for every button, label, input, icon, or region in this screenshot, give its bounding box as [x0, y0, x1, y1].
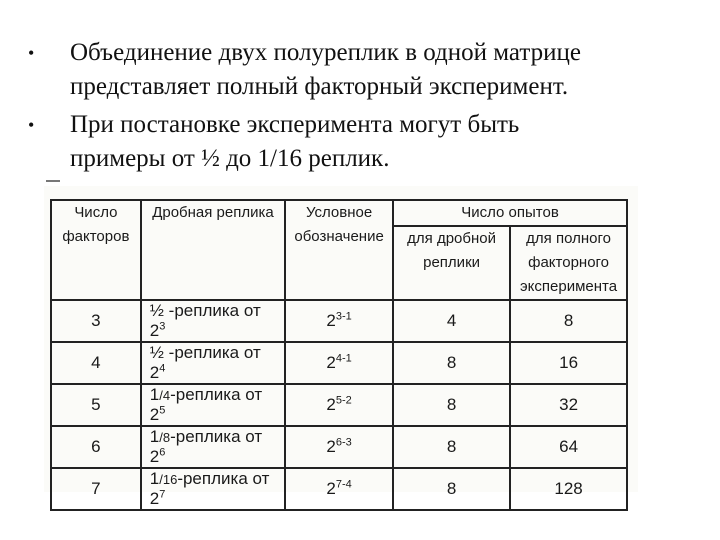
- fraction-numerator: 1: [149, 385, 160, 404]
- cell-notation: [285, 426, 393, 468]
- table-row: [51, 384, 627, 426]
- bullet-line: Объединение двух полуреплик в одной матрице: [70, 39, 581, 66]
- cell-notation: [285, 300, 393, 342]
- scan-mark: [46, 180, 60, 182]
- replica-table: [50, 199, 628, 511]
- notation-exponent: 7-4: [335, 478, 352, 491]
- fraction-denominator: /4: [159, 388, 171, 403]
- notation-exponent: 4-1: [335, 352, 352, 365]
- fraction-numerator: ½: [149, 343, 164, 362]
- cell-notation: [285, 468, 393, 510]
- fraction-denominator: /16: [159, 472, 178, 487]
- replica-text: -реплика от 2: [149, 427, 263, 466]
- table-row: [51, 342, 627, 384]
- replica-text: -реплика от 2: [149, 385, 263, 424]
- table-row: [51, 300, 627, 342]
- notation-exponent: 3-1: [335, 310, 352, 323]
- fraction-denominator: /8: [159, 430, 171, 445]
- replica-text: -реплика от 2: [149, 301, 261, 340]
- table-header-row: [51, 200, 627, 226]
- bullet-item: [26, 36, 686, 104]
- notation-base: 2: [326, 353, 336, 372]
- cell-factors: 4: [51, 342, 141, 384]
- header-trials: Число опытов: [393, 200, 627, 226]
- bullet-dot-icon: •: [28, 115, 35, 135]
- cell-replica: [141, 468, 285, 510]
- cell-notation: [285, 342, 393, 384]
- cell-factors: 3: [51, 300, 141, 342]
- header-full-trials: для полного факторного эксперимента: [510, 226, 627, 300]
- fraction-numerator: 1: [149, 427, 160, 446]
- cell-full-trials: 32: [510, 384, 627, 426]
- cell-replica: [141, 342, 285, 384]
- header-replica: Дробная реплика: [141, 200, 285, 300]
- bullet-text: [70, 108, 686, 176]
- cell-notation: [285, 384, 393, 426]
- cell-factors: 7: [51, 468, 141, 510]
- replica-exponent: 4: [159, 362, 166, 375]
- cell-full-trials: 64: [510, 426, 627, 468]
- cell-replica: [141, 300, 285, 342]
- cell-replica: [141, 426, 285, 468]
- bullet-text: [70, 36, 686, 104]
- table-row: [51, 426, 627, 468]
- notation-base: 2: [326, 479, 336, 498]
- notation-base: 2: [326, 395, 336, 414]
- fraction-numerator: ½: [149, 301, 164, 320]
- header-factors: Число факторов: [51, 200, 141, 300]
- cell-frac-trials: 8: [393, 342, 510, 384]
- header-notation: Условное обозначение: [285, 200, 393, 300]
- replica-exponent: 3: [159, 320, 166, 333]
- cell-full-trials: 8: [510, 300, 627, 342]
- replica-text: -реплика от 2: [149, 343, 261, 382]
- cell-frac-trials: 8: [393, 426, 510, 468]
- notation-base: 2: [326, 311, 336, 330]
- notation-exponent: 6-3: [335, 436, 352, 449]
- cell-frac-trials: 8: [393, 384, 510, 426]
- cell-frac-trials: 8: [393, 468, 510, 510]
- notation-exponent: 5-2: [335, 394, 352, 407]
- cell-replica: [141, 384, 285, 426]
- notation-base: 2: [326, 437, 336, 456]
- cell-full-trials: 16: [510, 342, 627, 384]
- cell-factors: 6: [51, 426, 141, 468]
- bullet-line: При постановке эксперимента могут быть: [70, 111, 520, 138]
- bullet-dot-icon: •: [28, 43, 35, 63]
- bullet-line: примеры от ½ до 1/16 реплик.: [70, 145, 390, 172]
- bullet-line: представляет полный факторный эксперимент.: [70, 73, 569, 100]
- replica-exponent: 7: [159, 488, 166, 501]
- bullet-item: [26, 108, 686, 176]
- cell-full-trials: 128: [510, 468, 627, 510]
- fraction-numerator: 1: [149, 469, 160, 488]
- replica-text: -реплика от 2: [149, 469, 270, 508]
- table-row: [51, 468, 627, 510]
- cell-factors: 5: [51, 384, 141, 426]
- cell-frac-trials: 4: [393, 300, 510, 342]
- replica-exponent: 5: [159, 404, 166, 417]
- replica-exponent: 6: [159, 446, 166, 459]
- header-frac-trials: для дробной реплики: [393, 226, 510, 300]
- bullet-list: [26, 36, 686, 180]
